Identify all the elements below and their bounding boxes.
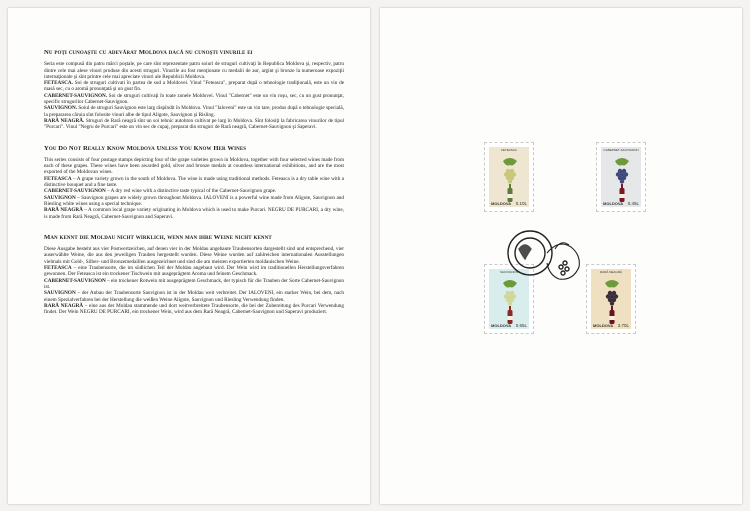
german-intro: Diese Ausgabe besteht aus vier Postwertzeichen, auf denen vier in der Moldau angebaute Traubensorten dargestellt sind und entsprechend, vier auserwählte Weine, die aus den jeweiligen Trauben hergestellt wurden. Diese Weine wurden auf zahlreichen internationalen Ausstellungen vielmals mit Gold-, Silber- und Bronzemedaillen ausgezeichnet und sind die am meisten exportierten moldauischen Weine. <box>44 246 344 265</box>
english-item: SAUVIGNON – Sauvignon grapes are widely grown throughout Moldova. IALOVENI is a powerful wine made from Aligote, Sauvignon and Riesling white wines using a special technique. <box>44 194 344 207</box>
english-item: CABERNET-SAUVIGNON – A dry red wine with a distinctive taste typical of the Cabernet-Sauvignon grape. <box>44 188 277 195</box>
stamp-variety: FETEASCA <box>501 148 517 152</box>
stamp-cabernet <box>596 142 646 212</box>
stamp-variety: CABERNET-SAUVIGNON <box>603 148 639 152</box>
stamp-value: 3.70L <box>617 323 629 328</box>
text-column <box>44 50 344 330</box>
stamp-variety: SAUVIGNON <box>499 270 518 274</box>
stamp-design <box>489 147 529 207</box>
romanian-section <box>44 50 344 131</box>
romanian-item: SAUVIGNON. Soiul de struguri Sauvignon este larg răspîndit în Moldova. Vinul "Ialoveni" este un vin tare, produs după o tehnologie specială, la prepararea căruia sînt folosite vinuri albe de tipul Aligote, Sauvignon şi Risling. <box>44 105 344 118</box>
stamp-feteasca <box>484 142 534 212</box>
german-item: RARĂ NEAGRĂ – eine aus der Moldau stammende und dort weitverbreitete Traubensorte, die bei der Zubereitung des Purcari Verwendung findet. Der Wein NEGRU DE PURCARI, ein trockener Wein, wird aus dem Rară Neagră, Cabernet-Sauvignon und Saperavi produziert. <box>44 302 344 316</box>
romanian-item: RARĂ NEAGRĂ. Struguri de Rară neagră sînt un soi tehnic autohton cultivat pe larg în Moldova. Sînt folosiţi la fabricarea vinurilor de tipul "Purcari". Vinul "Negru de Purcari" este un vin sec de cupaj, preparat din struguri de Rară neagră, Cabernet-Sauvignon şi Saperavi. <box>44 117 344 131</box>
stamp-country: MOLDOVA <box>491 323 512 328</box>
left-page <box>8 8 370 504</box>
romanian-title: Nu poţi cunoaşte cu adevărat Moldova dacă nu cunoşti vinurile ei <box>44 49 253 56</box>
english-intro: This series consists of four postage stamps depicting four of the grape varieties grown in Moldova, together with four selected wines made from each of these grapes. These wines have been awarded gold, silver and bronze medals at countless international exhibitions, and are the most exported of the Moldovan wines. <box>44 156 344 176</box>
romanian-intro: Seria este compusă din patru mărci poştale, pe care sînt reprezentate patru soiuri de struguri cultivaţi în Republica Moldova şi, respectiv, patru dintre cele mai alese vinuri produse din acesti struguri. Vinurile au fost menţionate cu medalii de aur, argint şi bronze la numeroase expoziţii internaţionale şi sînt printre cele mai apreciate vinuri ale Republicii Moldova. <box>44 61 344 80</box>
grape-and-bottle-icon <box>489 147 531 209</box>
stamp-design <box>601 147 641 207</box>
english-section <box>44 146 344 220</box>
german-item: CABERNET-SAUVIGNON – ein trockener Rotwein mit ausgeprägtem Geschmack, der typisch für die Trauben der Sorte Cabernet-Sauvignon ist. <box>44 277 344 290</box>
german-section <box>44 235 344 316</box>
english-item: FETEASCA – A grape variety grown in the south of Moldova. The wine is made using traditional methods. Feteasca is a dry table wine with a distinctive bouquet and a fine taste. <box>44 175 344 189</box>
stamp-value: 0.45L <box>627 201 639 206</box>
postmark-cancellation-icon <box>495 213 605 303</box>
stamp-variety: RARĂ NEAGRĂ <box>600 270 622 274</box>
stamp-country: MOLDOVA <box>603 201 624 206</box>
stamp-country: MOLDOVA <box>593 323 614 328</box>
grape-and-bottle-icon <box>601 147 643 209</box>
right-page <box>380 8 742 504</box>
german-title: Man kennt die Moldau nicht wirklich, wenn man ihre Weine nicht kennt <box>44 233 272 241</box>
german-item: FETEASCA – eine Traubensorte, die im südlichen Teil der Moldau angebaut wird. Der Wein wird im traditionellen Herstellungsverfahren gewonnen. Der Feteasca ist ein trockener Tischwein mit ausgeprägtem Aroma und feinem Geschmack. <box>44 265 344 278</box>
english-title: You Do Not Really Know Moldova Unless You Know Her Wines <box>44 144 247 152</box>
stamp-value: 0.65L <box>515 323 527 328</box>
stamp-country: MOLDOVA <box>491 201 512 206</box>
stamp-value: 0.10L <box>515 201 527 206</box>
german-item: SAUVIGNON – der Anbau der Traubensorte Sauvignon ist in der Moldau weit verbreitet. Der IALOVENI, ein starker Wein, bei dem, nach einem Spezialverfahren bei der Herstellung die weißen Weine Aligote, Sauvignon und Riesling Verwendung finden. <box>44 290 344 303</box>
romanian-item: CABERNET-SAUVIGNON. Soi de struguri cultivaţi în toate zonele Moldovei. Vinul "Cabernet" este un vin roşu, sec, cu un gust pronunţat, specific strugurilor Cabernet-Sauvignon. <box>44 92 344 106</box>
english-item: RARĂ NEAGRĂ – A common local grape variety originating in Moldova which is used to make Purcari. NEGRU DE PURCARI, a dry wine, is made from Rară Neagră, Cabernet-Sauvignon and Saperavi. <box>44 207 345 220</box>
romanian-item: FETEASCA. Soi de struguri cultivati în partea de sud a Moldovei. Vinul "Feteasca", preparat după o tehnologie tradiţională, este un vin de masă sec, cu o aromă pronunţată şi un gust fin. <box>44 80 344 93</box>
